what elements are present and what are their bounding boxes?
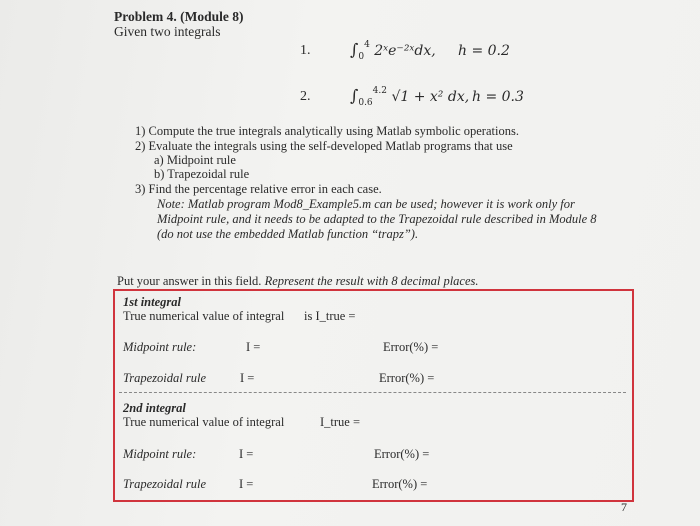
section-2-trap-value[interactable]: I =	[239, 477, 254, 491]
section-divider	[119, 392, 626, 393]
problem-subtitle: Given two integrals	[114, 24, 221, 39]
integral-2-step: h = 0.3	[472, 89, 524, 105]
answer-prompt-text: Put your answer in this field.	[117, 274, 262, 288]
integral-1-formula: $\int_0^4$ 2ˣe⁻²ˣdx,	[350, 40, 436, 62]
section-2-midpoint-value[interactable]: I =	[239, 447, 254, 461]
answer-field[interactable]	[113, 289, 634, 502]
section-1-trap-label: Trapezoidal rule	[123, 371, 206, 385]
section-1-true-var[interactable]: is I_true =	[304, 309, 356, 323]
integral-2-lower: 0.6	[358, 98, 373, 108]
section-2-heading: 2nd integral	[123, 401, 186, 415]
section-1-trap-error[interactable]: Error(%) =	[379, 371, 435, 385]
problem-title: Problem 4. (Module 8)	[114, 9, 244, 24]
section-1-midpoint-value[interactable]: I =	[246, 340, 261, 354]
integral-1-number: 1.	[300, 43, 311, 58]
integral-2-number: 2.	[300, 89, 311, 104]
integral-2-upper: 4.2	[372, 86, 387, 96]
section-1-midpoint-label: Midpoint rule:	[123, 340, 197, 354]
integral-2-formula: $\int_{0.6}^{4.2}$ √1 + x² dx,	[350, 86, 470, 108]
integral-2-integrand: √1 + x² dx,	[391, 89, 470, 105]
section-1-trap-value[interactable]: I =	[240, 371, 255, 385]
task-2: 2) Evaluate the integrals using the self-developed Matlab programs that use	[135, 139, 513, 153]
section-2-true-label: True numerical value of integral	[123, 415, 285, 429]
section-1-true-label: True numerical value of integral	[123, 309, 285, 323]
task-1: 1) Compute the true integrals analytically using Matlab symbolic operations.	[135, 124, 519, 138]
integral-1-step: h = 0.2	[458, 43, 510, 59]
answer-prompt	[117, 274, 479, 289]
task-2a: a) Midpoint rule	[154, 153, 236, 167]
section-2-true-var[interactable]: I_true =	[320, 415, 361, 429]
note-line-3: (do not use the embedded Matlab function “trapz”).	[157, 227, 419, 241]
integral-1-upper: 4	[364, 40, 370, 50]
integral-1-integrand: 2ˣe⁻²ˣdx,	[374, 43, 436, 59]
section-2-trap-label: Trapezoidal rule	[123, 477, 206, 491]
note-line-2: Midpoint rule, and it needs to be adapted to the Trapezoidal rule described in Module 8	[157, 212, 597, 226]
section-1-heading: 1st integral	[123, 295, 181, 309]
section-1-midpoint-error[interactable]: Error(%) =	[383, 340, 439, 354]
task-3: 3) Find the percentage relative error in each case.	[135, 182, 382, 196]
task-2b: b) Trapezoidal rule	[154, 167, 250, 181]
integral-1-lower: 0	[358, 52, 365, 62]
section-2-midpoint-error[interactable]: Error(%) =	[374, 447, 430, 461]
page-number: 7	[621, 500, 627, 514]
note-line-1: Note: Matlab program Mod8_Example5.m can be used; however it is work only for	[157, 197, 575, 211]
section-2-midpoint-label: Midpoint rule:	[123, 447, 197, 461]
answer-prompt-precision: Represent the result with 8 decimal places.	[264, 274, 479, 288]
section-2-trap-error[interactable]: Error(%) =	[372, 477, 428, 491]
